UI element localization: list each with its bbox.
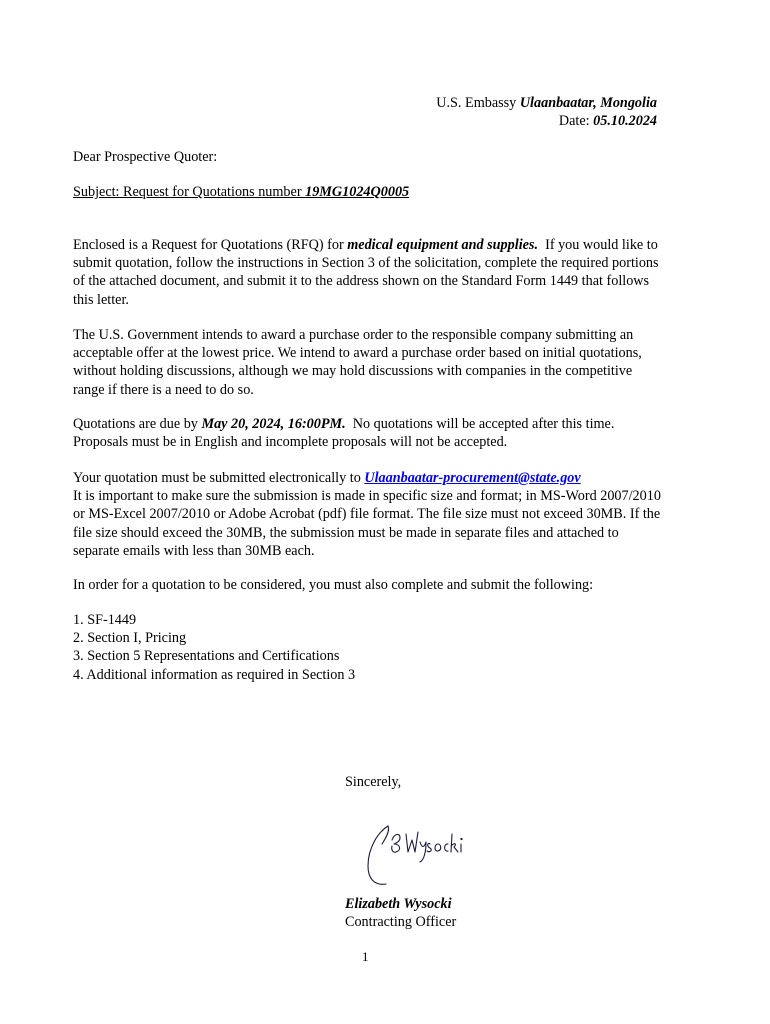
list-item: 2. Section I, Pricing [73,630,187,647]
procurement-email-link[interactable]: Ulaanbaatar-procurement@state.gov [364,470,581,486]
signatory-title: Contracting Officer [345,914,457,930]
due-date: May 20, 2024, 16:00PM. [201,416,346,432]
paragraph4-after: It is important to make sure the submission is made in specific size and format; in MS-Word 2007/2010 or MS-Excel 2007/2010 or Adobe Acrobat (pdf) file format. The file size must not exceed 30MB. If the file size should exceed the 30MB, the submission must be made in separate files and attached to separate emails with less than 30MB each. [73,488,661,559]
paragraph1-emphasis: medical equipment and supplies. [347,237,538,253]
signatory-name [345,895,452,913]
paragraph3-after: No quotations will be accepted after this time. Proposals must be in English and incomplete proposals will not be accepted. [73,416,615,451]
paragraph-due-date [73,415,663,451]
paragraph-rfq-intro [73,236,663,309]
date-line [559,112,657,130]
paragraph1-after: If you would like to submit quotation, follow the instructions in Section 3 of the solicitation, complete the required portions of the attached document, and submit it to the address shown on the Standard Form 1449 that follows this letter. [73,237,659,308]
paragraph4-before: Your quotation must be submitted electronically to [73,470,361,486]
subject-line [73,183,663,201]
date-label: Date: [558,113,590,129]
paragraph-award: The U.S. Government intends to award a purchase order to the responsible company submitting an acceptable offer at the lowest price. We intend to award a purchase order based on initial quotations, without holding discussions, although we may hold discussions with companies in the competitive range if there is a need to do so. [73,327,642,398]
paragraph-submission [73,469,663,560]
rfq-number: 19MG1024Q0005 [305,184,410,200]
handwritten-signature [360,818,470,893]
requirements-list [73,611,663,684]
list-item: 3. Section 5 Representations and Certifications [73,648,340,665]
paragraph1-before: Enclosed is a Request for Quotations (RFQ) for [73,237,344,253]
subject-prefix: Subject: Request for Quotations number [73,184,302,200]
embassy-line [436,94,657,112]
date-value: 05.10.2024 [593,113,657,129]
paragraph3-before: Quotations are due by [73,416,198,432]
embassy-location: Ulaanbaatar, Mongolia [519,95,657,111]
closing: Sincerely, [345,774,402,790]
signature-icon [360,818,470,893]
salutation: Dear Prospective Quoter: [73,149,218,165]
list-item: 4. Additional information as required in Section 3 [73,666,356,683]
list-item: 1. SF-1449 [73,612,137,628]
signatory-name-text: Elizabeth Wysocki [345,896,452,912]
embassy-prefix: U.S. Embassy [436,95,517,111]
page-number: 1 [362,949,369,964]
paragraph-requirements-intro: In order for a quotation to be considered, you must also complete and submit the following: [73,577,594,593]
